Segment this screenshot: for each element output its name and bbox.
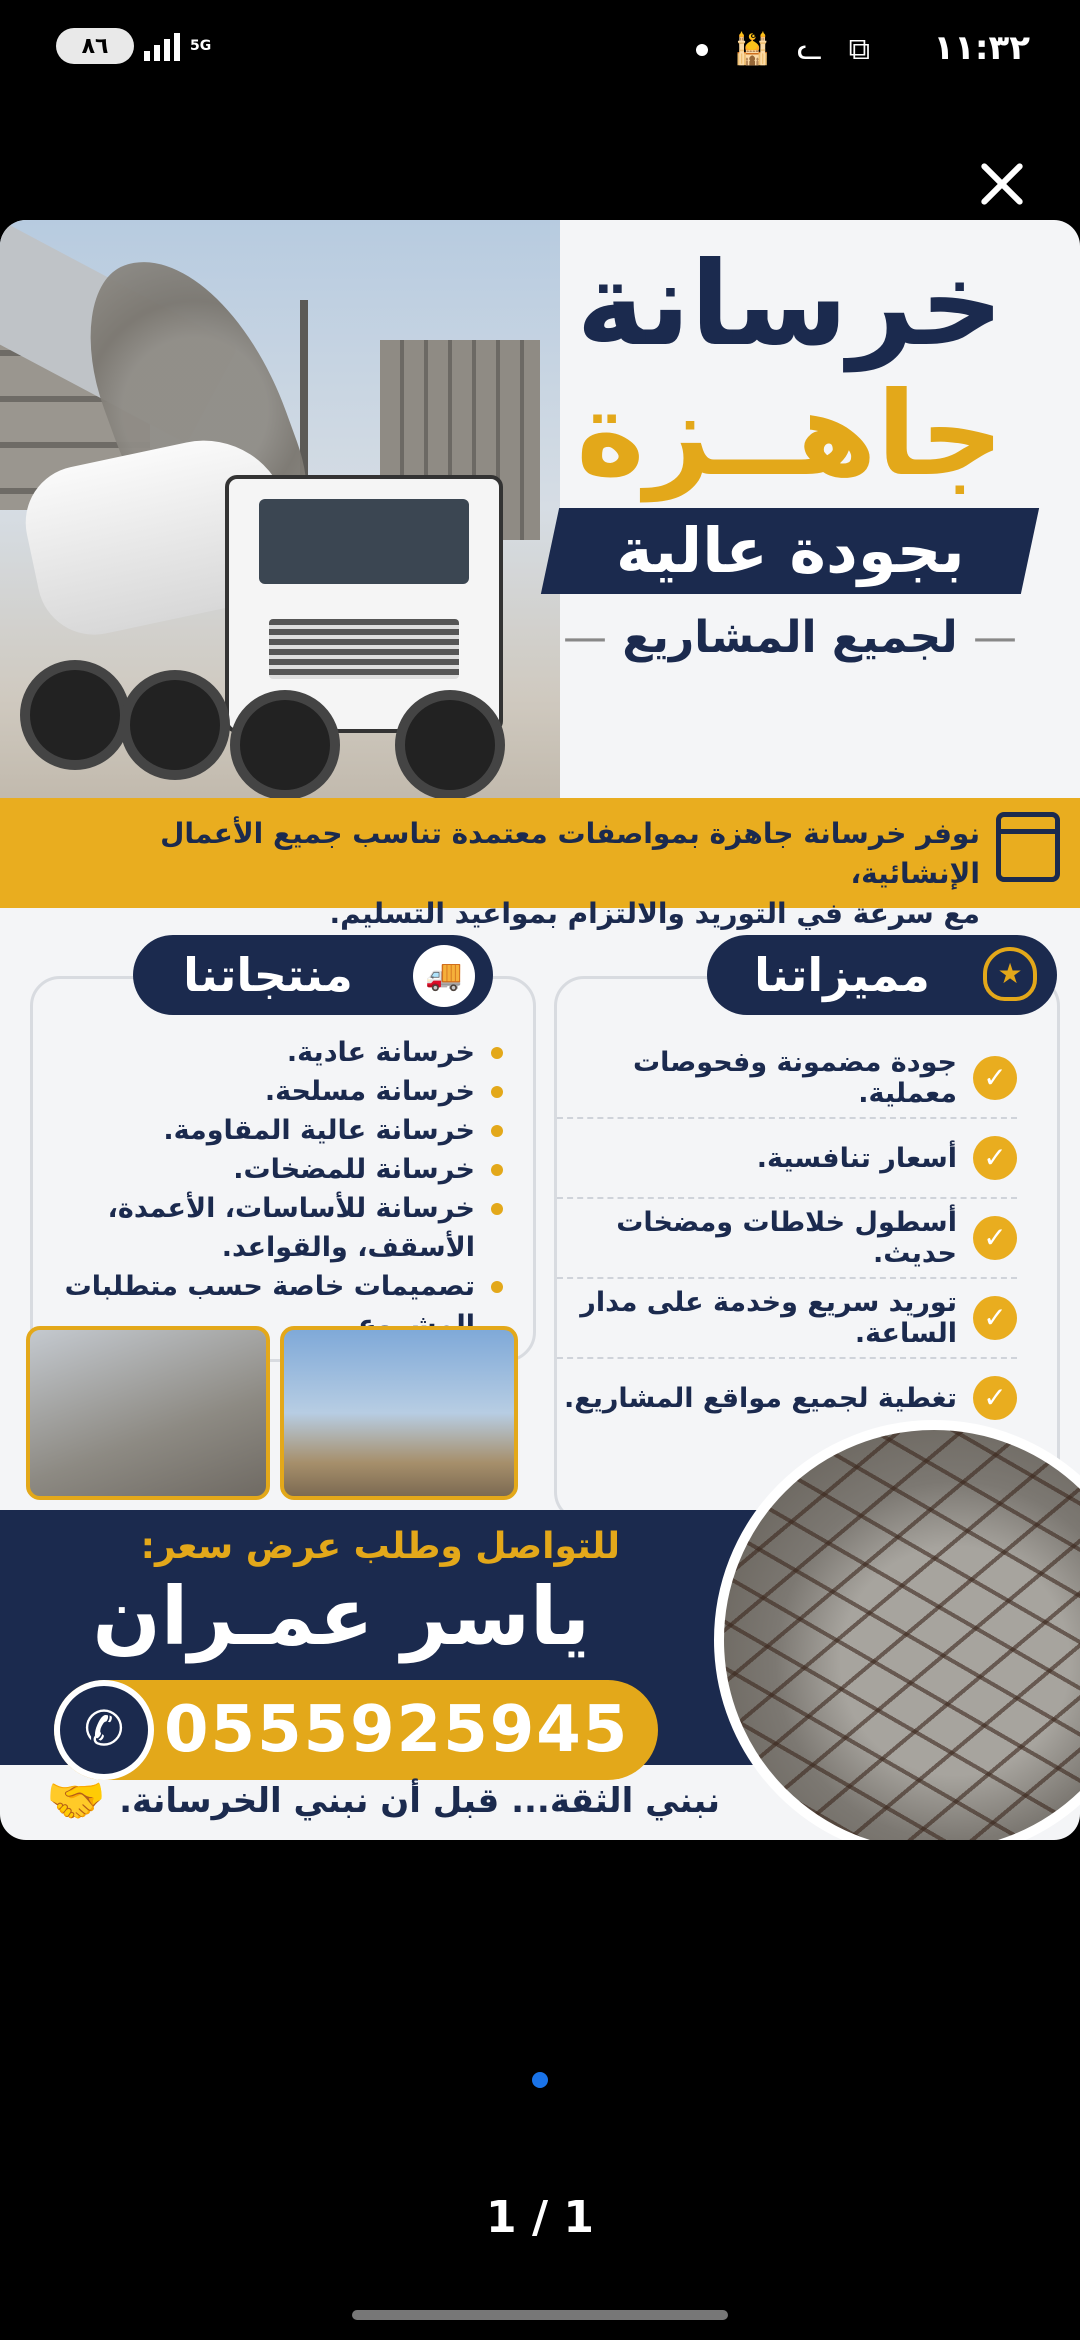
phone-number: 0555925945 <box>164 1693 630 1767</box>
star-badge-icon: ★ <box>983 947 1037 1001</box>
products-heading: 🚚 منتجاتنا <box>133 935 493 1015</box>
check-icon: ✓ <box>973 1216 1017 1260</box>
app-notification-icon: ᓚ <box>797 32 823 67</box>
page-counter: 1 / 1 <box>486 2192 594 2243</box>
feature-item: ✓ تغطية لجميع مواقع المشاريع. <box>557 1359 1017 1437</box>
product-item: خرسانة عالية المقاومة. <box>63 1111 503 1150</box>
pouring-photo <box>26 1326 270 1500</box>
calendar-clock-icon <box>996 812 1060 882</box>
phone-icon: ✆ <box>54 1680 154 1780</box>
signal-icon <box>144 31 180 61</box>
title-all-projects: — لجميع المشاريع — <box>562 612 1018 663</box>
feature-item: ✓ أسطول خلاطات ومضخات حديث. <box>557 1199 1017 1279</box>
slogan-bar <box>0 1765 720 1840</box>
check-icon: ✓ <box>973 1136 1017 1180</box>
product-item: خرسانة مسلحة. <box>63 1072 503 1111</box>
title-quality-banner: بجودة عالية <box>541 508 1039 594</box>
poster-title <box>530 237 1050 663</box>
title-concrete: خرسانة <box>576 237 1004 372</box>
status-bar <box>0 0 1080 110</box>
check-icon: ✓ <box>973 1296 1017 1340</box>
intro-line: مع سرعة في التوريد والالتزام بمواعيد التسليم. <box>329 897 980 930</box>
truck-icon: 🚚 <box>413 945 475 1007</box>
battery-level: ٨٦ <box>81 33 109 59</box>
intro-text <box>50 798 980 930</box>
poster-image[interactable] <box>0 220 1080 1840</box>
products-panel <box>30 948 536 1362</box>
status-time: ١١:٣٢ <box>933 28 1030 68</box>
mixer-truck-photo <box>0 220 560 860</box>
contact-banner <box>0 1510 760 1765</box>
contact-label: للتواصل وطلب عرض سعر: <box>140 1526 620 1567</box>
product-item: تصميمات خاصة حسب متطلبات <box>63 1267 503 1345</box>
pager-dot-active <box>532 2072 548 2088</box>
intro-banner <box>0 798 1080 930</box>
screenshot-icon: ⧉ <box>848 32 870 67</box>
status-left <box>56 28 211 64</box>
notification-dot-icon <box>696 44 708 56</box>
pump-truck-photo <box>280 1326 518 1500</box>
slogan-text: نبني الثقة... قبل أن نبني الخرسانة. <box>119 1781 720 1821</box>
network-type: 5G <box>190 38 212 54</box>
status-notifications <box>696 32 870 67</box>
product-item: خرسانة للمضخات. <box>63 1150 503 1189</box>
products-list <box>63 1033 503 1345</box>
features-heading: ★ مميزاتنا <box>707 935 1057 1015</box>
home-indicator[interactable] <box>352 2310 728 2320</box>
feature-item: ✓ جودة مضمونة وفحوصات معملية. <box>557 1039 1017 1119</box>
product-item: خرسانة عادية. <box>63 1033 503 1072</box>
check-icon: ✓ <box>973 1056 1017 1100</box>
title-ready: جاهــزة <box>576 367 1004 502</box>
intro-line: نوفر خرسانة جاهزة بمواصفات معتمدة تناسب جميع الأعمال الإنشائية، <box>160 817 980 890</box>
contact-name: ياسر عمـران <box>92 1570 590 1663</box>
handshake-icon: 🤝 <box>46 1773 106 1829</box>
feature-item: ✓ أسعار تنافسية. <box>557 1119 1017 1199</box>
feature-item: ✓ توريد سريع وخدمة على مدار الساعة. <box>557 1279 1017 1359</box>
check-icon: ✓ <box>973 1376 1017 1420</box>
mosque-icon: 🕌 <box>733 32 772 67</box>
close-button[interactable] <box>966 148 1038 220</box>
features-list <box>557 1039 1017 1437</box>
battery-icon <box>56 28 134 64</box>
product-item: خرسانة للأساسات، الأعمدة، الأسقف، والقواعد. <box>63 1189 503 1267</box>
